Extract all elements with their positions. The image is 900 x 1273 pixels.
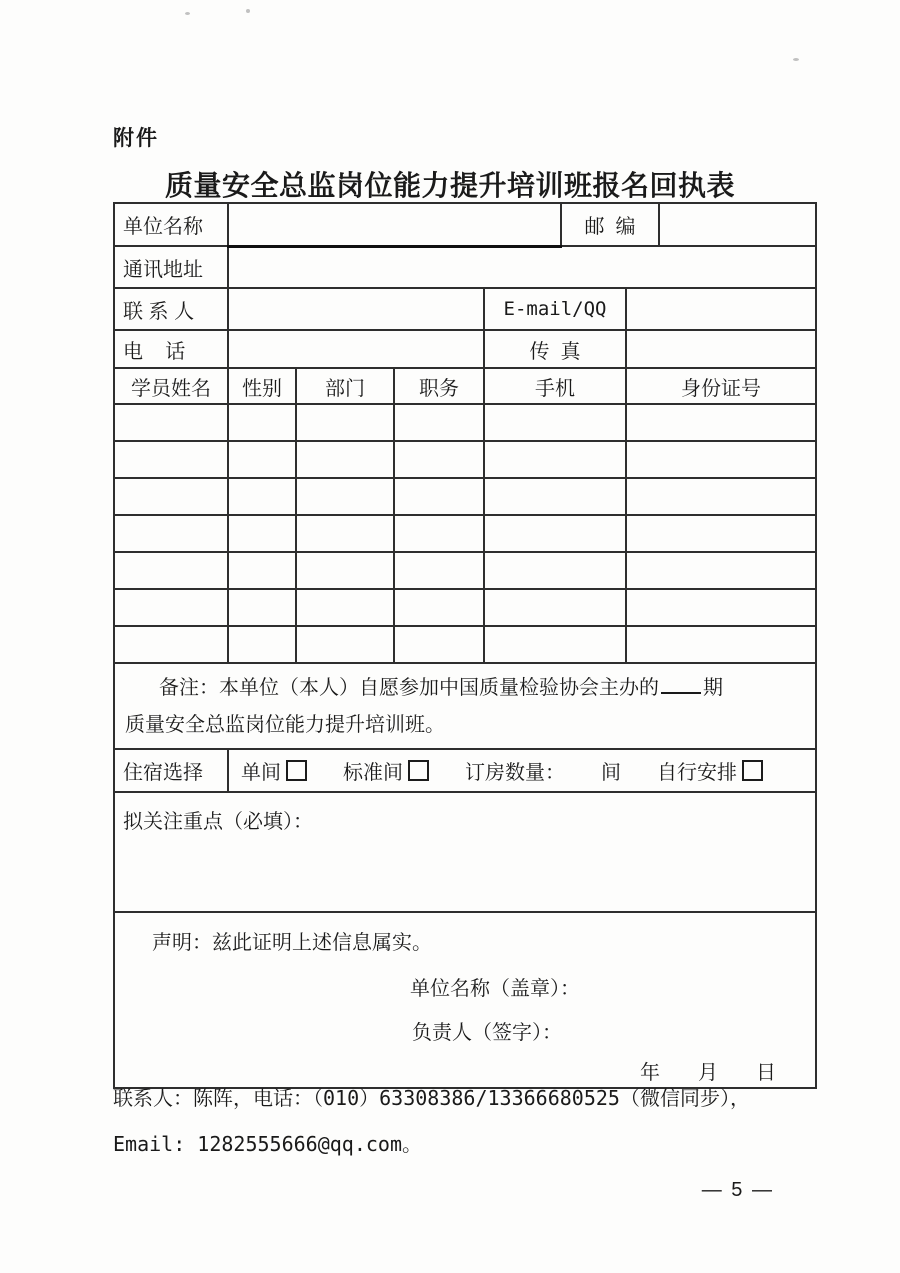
address-field [228,246,816,288]
declaration-statement: 声明：兹此证明上述信息属实。 [152,932,432,954]
fax-field [626,330,816,368]
single-room-option [241,756,307,785]
address-row [114,246,816,288]
remark-line2: 质量安全总监岗位能力提升培训班。 [125,714,445,736]
student-cell [626,626,816,663]
self-arrange-option [657,756,763,785]
student-empty-rows [114,404,816,663]
remark-row [114,663,816,749]
page-title: 质量安全总监岗位能力提升培训班报名回执表 [164,170,735,201]
student-cell [296,404,394,441]
single-room-label: 单间 [241,762,281,784]
accommodation-row [114,749,816,792]
phone-row [114,330,816,368]
student-empty-row [114,441,816,478]
accommodation-options [237,756,807,785]
student-cell [296,552,394,589]
attachment-label: 附件 [113,127,159,150]
student-cell [228,552,296,589]
fax-label: 传 真 [484,330,626,368]
student-cell [296,441,394,478]
header-mobile: 手机 [484,368,626,404]
accommodation-label: 住宿选择 [114,749,228,792]
remark-section [114,663,816,749]
address-label: 通讯地址 [114,246,228,288]
student-cell [114,589,228,626]
student-cell [114,478,228,515]
room-quantity-unit: 间 [601,762,621,784]
footer-contact-line2: Email: 1282555666@qq.com。 [113,1132,422,1156]
unit-name-field [228,203,561,246]
header-position: 职务 [394,368,484,404]
student-cell [484,589,626,626]
student-cell [296,478,394,515]
unit-name-label: 单位名称 [114,203,228,246]
postal-code-label: 邮 编 [561,203,659,246]
student-cell [626,515,816,552]
phone-label: 电 话 [114,330,228,368]
header-id-number: 身份证号 [626,368,816,404]
header-gender: 性别 [228,368,296,404]
single-room-checkbox [286,760,307,781]
student-cell [484,515,626,552]
scan-speck [793,58,799,61]
contact-person-row [114,288,816,330]
phone-field [228,330,484,368]
header-student-name: 学员姓名 [114,368,228,404]
header-department: 部门 [296,368,394,404]
remark-text-suffix: 期 [703,677,723,699]
accommodation-options-cell [228,749,816,792]
student-cell [394,404,484,441]
student-cell [394,626,484,663]
bottom-sections [114,663,816,1088]
self-arrange-label: 自行安排 [657,762,737,784]
student-cell [228,404,296,441]
student-empty-row [114,515,816,552]
student-cell [626,478,816,515]
remark-text-prefix: 备注：本单位（本人）自愿参加中国质量检验协会主办的 [159,677,659,699]
student-cell [394,552,484,589]
declaration-row [114,912,816,1088]
postal-code-field [659,203,816,246]
student-cell [626,404,816,441]
standard-room-checkbox [408,760,429,781]
student-cell [296,589,394,626]
student-cell [228,589,296,626]
student-cell [228,478,296,515]
student-cell [228,626,296,663]
student-cell [484,552,626,589]
footer-contact-info [113,1085,833,1157]
student-cell [114,626,228,663]
student-cell [228,515,296,552]
student-cell [394,478,484,515]
footer-contact-line1: 联系人：陈阵，电话：（010）63308386/13366680525（微信同步）， [113,1086,750,1110]
student-cell [484,404,626,441]
page-number: — 5 — [701,1179,774,1201]
scan-speck [246,9,250,13]
standard-room-option [343,756,429,785]
student-cell [394,589,484,626]
student-empty-row [114,478,816,515]
standard-room-label: 标准间 [343,762,403,784]
room-quantity-label: 订房数量： [465,762,565,784]
contact-person-field [228,288,484,330]
year-label: 年 [640,1062,660,1084]
student-cell [114,404,228,441]
student-cell [296,626,394,663]
student-empty-row [114,626,816,663]
student-cell [484,441,626,478]
student-empty-row [114,589,816,626]
unit-name-row [114,203,816,246]
student-cell [484,478,626,515]
remark-line1 [125,670,805,707]
focus-row [114,792,816,912]
date-line [640,1059,815,1087]
student-cell [626,441,816,478]
registration-form-table [113,202,817,1089]
unit-seal-label: 单位名称（盖章）： [410,978,580,1000]
student-empty-row [114,552,816,589]
email-qq-field [626,288,816,330]
student-cell [114,552,228,589]
remark-blank-line [661,672,701,694]
student-cell [626,552,816,589]
student-cell [484,626,626,663]
scan-speck [185,12,190,15]
declaration-section [114,912,816,1088]
student-cell [228,441,296,478]
focus-label: 拟关注重点（必填）： [123,811,313,833]
self-arrange-checkbox [742,760,763,781]
student-cell [626,589,816,626]
signer-label: 负责人（签字）： [412,1022,562,1044]
student-cell [114,515,228,552]
student-cell [296,515,394,552]
month-label: 月 [698,1062,718,1084]
student-cell [394,515,484,552]
focus-section [114,792,816,912]
student-cell [114,441,228,478]
student-empty-row [114,404,816,441]
contact-person-label: 联 系 人 [114,288,228,330]
student-cell [394,441,484,478]
day-label: 日 [756,1062,776,1084]
email-qq-label: E-mail/QQ [484,288,626,330]
student-header-row [114,368,816,404]
contact-info-section [114,203,816,404]
